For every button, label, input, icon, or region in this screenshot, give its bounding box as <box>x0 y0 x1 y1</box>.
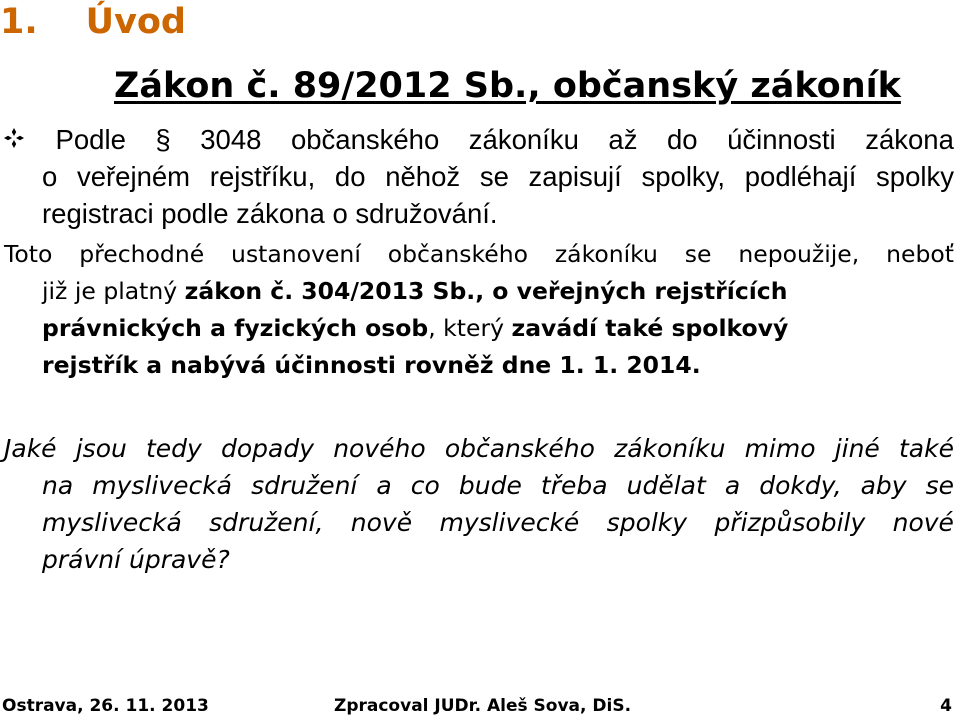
word: se <box>925 471 954 500</box>
word: a <box>376 471 392 500</box>
bullet-line-1 <box>4 121 954 158</box>
word: rejstříku, <box>209 161 316 192</box>
word: do <box>666 124 698 155</box>
word: o <box>42 161 58 192</box>
word: zákona <box>865 124 954 155</box>
word: neboť <box>886 240 954 268</box>
word: spolky <box>606 508 688 537</box>
law-reference: zákon č. 304/2013 Sb. <box>184 277 476 305</box>
word: na <box>42 471 74 500</box>
word: spolky <box>876 161 954 192</box>
word: nové <box>892 508 954 537</box>
transition-text-bold: právnických a fyzických osob <box>42 314 429 342</box>
word: sdružení <box>251 471 358 500</box>
word: do <box>334 161 366 192</box>
word: 3048 <box>200 124 262 155</box>
word: ustanovení <box>231 240 361 268</box>
transition-line-1 <box>4 236 954 273</box>
word: nepoužije, <box>738 240 860 268</box>
word: spolky, <box>641 161 726 192</box>
transition-paragraph <box>4 236 954 384</box>
transition-text: , který <box>428 314 505 342</box>
transition-line-4 <box>42 347 954 384</box>
transition-text-bold: rejstřík a nabývá účinnosti rovněž dne 1. 1. 2014. <box>42 351 701 379</box>
word: dopady <box>221 434 315 463</box>
footer-place-date: Ostrava, 26. 11. 2013 <box>2 696 209 716</box>
question-line-4 <box>42 541 954 578</box>
word: co <box>410 471 440 500</box>
transition-text-bold: zavádí také spolkový <box>511 314 789 342</box>
word: jsou <box>75 434 127 463</box>
word: veřejném <box>76 161 191 192</box>
word: účinnosti <box>727 124 836 155</box>
question-line-2 <box>42 467 954 504</box>
word: třeba <box>540 471 608 500</box>
word: něhož <box>385 161 461 192</box>
word: se <box>479 161 509 192</box>
word: Toto <box>4 240 53 268</box>
word: zákoníku <box>614 434 726 463</box>
transition-text: již je platný <box>42 277 178 305</box>
word: přechodné <box>79 240 205 268</box>
word: přizpůsobily <box>714 508 866 537</box>
word: jiné <box>834 434 880 463</box>
word: občanského <box>387 240 528 268</box>
word: § <box>155 124 171 155</box>
question-paragraph <box>4 430 954 578</box>
transition-line-2 <box>42 273 954 310</box>
word: myslivecké <box>439 508 580 537</box>
question-text: právní úpravě? <box>42 545 230 574</box>
law-heading: Zákon č. 89/2012 Sb., občanský zákoník <box>114 66 901 106</box>
word: podléhají <box>744 161 857 192</box>
section-number: 1. <box>0 2 38 42</box>
word: zapisují <box>528 161 622 192</box>
slide-title <box>0 2 186 42</box>
section-title: Úvod <box>85 2 186 42</box>
word: mimo <box>744 434 816 463</box>
word: také <box>898 434 954 463</box>
word: se <box>684 240 712 268</box>
word: sdružení, <box>209 508 324 537</box>
word: občanského <box>444 434 595 463</box>
word: občanského <box>290 124 440 155</box>
word: Jaké <box>4 434 57 463</box>
word: nově <box>350 508 413 537</box>
word: nového <box>333 434 426 463</box>
question-line-3 <box>42 504 954 541</box>
transition-line-3 <box>42 310 954 347</box>
word: a <box>724 471 741 500</box>
word: myslivecká <box>42 508 182 537</box>
word: až <box>608 124 638 155</box>
page-number: 4 <box>940 696 952 716</box>
word: Podle <box>55 124 126 155</box>
word: bude <box>458 471 522 500</box>
diamond-bullet-icon <box>4 120 26 157</box>
bullet-line-2 <box>4 158 954 195</box>
footer <box>0 696 960 721</box>
word: udělat <box>626 471 706 500</box>
bullet-line-3: registraci podle zákona o sdružování. <box>42 198 498 229</box>
word: myslivecká <box>92 471 233 500</box>
footer-author: Zpracoval JUDr. Aleš Sova, DiS. <box>334 696 632 716</box>
word: dokdy, <box>759 471 842 500</box>
word: zákoníku <box>554 240 658 268</box>
word: zákoníku <box>468 124 579 155</box>
transition-text-bold: , o veřejných rejstřících <box>475 277 788 305</box>
word: aby <box>860 471 907 500</box>
bullet-paragraph <box>4 121 954 232</box>
question-line-1 <box>4 430 954 467</box>
word: tedy <box>146 434 202 463</box>
